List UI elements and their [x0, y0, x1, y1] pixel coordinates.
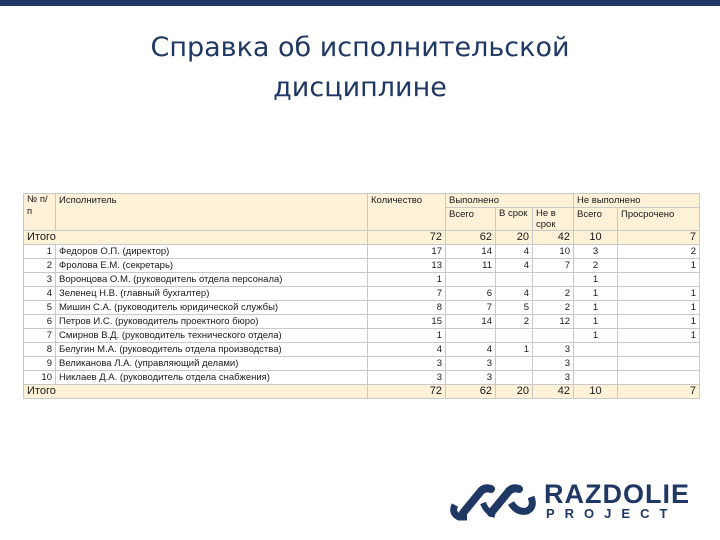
row-name: Смирнов В.Д. (руководитель технического отдела) — [56, 329, 368, 343]
row-notdone-overdue — [618, 357, 700, 371]
row-name: Зеленец Н.В. (главный бухгалтер) — [56, 287, 368, 301]
header-count: Количество — [368, 194, 446, 231]
row-done-ontime: 4 — [496, 287, 533, 301]
total-label: Итого — [24, 385, 368, 399]
row-count: 3 — [368, 371, 446, 385]
row-done-total: 6 — [446, 287, 496, 301]
row-count: 7 — [368, 287, 446, 301]
row-num: 3 — [24, 273, 56, 287]
row-num: 8 — [24, 343, 56, 357]
row-done-ontime — [496, 371, 533, 385]
row-notdone-overdue: 1 — [618, 259, 700, 273]
row-done-total: 3 — [446, 371, 496, 385]
total-notdone-total: 10 — [574, 385, 618, 399]
table-row — [24, 273, 700, 287]
total-row-bottom — [24, 385, 700, 399]
razdolie-logo-icon — [447, 481, 537, 521]
table-row — [24, 245, 700, 259]
row-done-late: 2 — [533, 287, 574, 301]
row-done-late: 2 — [533, 301, 574, 315]
header-done: Выполнено — [446, 194, 574, 208]
row-notdone-total: 2 — [574, 259, 618, 273]
row-num: 10 — [24, 371, 56, 385]
header-done-late: Не в срок — [533, 208, 574, 231]
row-done-total: 11 — [446, 259, 496, 273]
total-done-ontime: 20 — [496, 385, 533, 399]
row-notdone-total: 1 — [574, 329, 618, 343]
row-name: Никлаев Д.А. (руководитель отдела снабжения) — [56, 371, 368, 385]
header-num: № п/п — [24, 194, 56, 231]
table-row — [24, 315, 700, 329]
row-done-ontime — [496, 329, 533, 343]
row-done-ontime — [496, 273, 533, 287]
row-notdone-overdue: 1 — [618, 315, 700, 329]
row-notdone-overdue: 1 — [618, 287, 700, 301]
row-name: Воронцова О.М. (руководитель отдела персонала) — [56, 273, 368, 287]
table-row — [24, 259, 700, 273]
page-title — [0, 28, 720, 108]
row-count: 17 — [368, 245, 446, 259]
row-num: 9 — [24, 357, 56, 371]
header-done-total: Всего — [446, 208, 496, 231]
row-done-ontime: 4 — [496, 259, 533, 273]
row-notdone-total — [574, 371, 618, 385]
table-row — [24, 371, 700, 385]
row-done-late: 10 — [533, 245, 574, 259]
total-done-total: 62 — [446, 231, 496, 245]
row-count: 13 — [368, 259, 446, 273]
row-name: Мишин С.А. (руководитель юридической службы) — [56, 301, 368, 315]
row-done-ontime — [496, 357, 533, 371]
row-num: 2 — [24, 259, 56, 273]
total-count: 72 — [368, 231, 446, 245]
row-notdone-total: 1 — [574, 301, 618, 315]
row-done-total: 14 — [446, 315, 496, 329]
row-num: 7 — [24, 329, 56, 343]
row-done-late: 3 — [533, 343, 574, 357]
row-notdone-overdue — [618, 273, 700, 287]
row-count: 4 — [368, 343, 446, 357]
header-executor: Исполнитель — [56, 194, 368, 231]
total-done-late: 42 — [533, 231, 574, 245]
row-notdone-total — [574, 343, 618, 357]
row-done-total: 3 — [446, 357, 496, 371]
row-count: 1 — [368, 273, 446, 287]
row-done-ontime: 2 — [496, 315, 533, 329]
row-num: 1 — [24, 245, 56, 259]
header-notdone-overdue: Просрочено — [618, 208, 700, 231]
header-done-ontime: В срок — [496, 208, 533, 231]
row-name: Петров И.С. (руководитель проектного бюро) — [56, 315, 368, 329]
row-done-total — [446, 329, 496, 343]
company-logo — [447, 479, 707, 525]
total-row-top — [24, 231, 700, 245]
page-title-line-1: Справка об исполнительской — [150, 32, 570, 63]
row-count: 1 — [368, 329, 446, 343]
row-notdone-total: 1 — [574, 315, 618, 329]
logo-subtitle: PROJECT — [546, 506, 678, 521]
page-title-line-2: дисциплине — [273, 72, 447, 103]
row-done-late — [533, 273, 574, 287]
row-done-late: 3 — [533, 371, 574, 385]
total-count: 72 — [368, 385, 446, 399]
row-notdone-overdue: 1 — [618, 329, 700, 343]
header-notdone: Не выполнено — [574, 194, 700, 208]
total-label: Итого — [24, 231, 368, 245]
total-done-late: 42 — [533, 385, 574, 399]
table-row — [24, 357, 700, 371]
row-done-late — [533, 329, 574, 343]
row-notdone-overdue — [618, 343, 700, 357]
row-notdone-overdue: 2 — [618, 245, 700, 259]
row-num: 4 — [24, 287, 56, 301]
row-count: 8 — [368, 301, 446, 315]
total-done-ontime: 20 — [496, 231, 533, 245]
row-done-total: 14 — [446, 245, 496, 259]
logo-name: RAZDOLIE — [544, 479, 690, 509]
discipline-table — [23, 193, 700, 399]
row-notdone-total: 1 — [574, 287, 618, 301]
row-name: Белугин М.А. (руководитель отдела производства) — [56, 343, 368, 357]
table-row — [24, 343, 700, 357]
row-done-total: 7 — [446, 301, 496, 315]
top-accent-bar — [0, 0, 720, 6]
row-num: 6 — [24, 315, 56, 329]
row-done-ontime: 4 — [496, 245, 533, 259]
row-notdone-total — [574, 357, 618, 371]
row-notdone-overdue: 1 — [618, 301, 700, 315]
row-name: Фролова Е.М. (секретарь) — [56, 259, 368, 273]
total-done-total: 62 — [446, 385, 496, 399]
row-done-ontime: 5 — [496, 301, 533, 315]
row-notdone-total: 1 — [574, 273, 618, 287]
row-notdone-overdue — [618, 371, 700, 385]
row-done-total — [446, 273, 496, 287]
row-done-late: 12 — [533, 315, 574, 329]
row-num: 5 — [24, 301, 56, 315]
table-row — [24, 301, 700, 315]
table-row — [24, 287, 700, 301]
row-done-total: 4 — [446, 343, 496, 357]
total-notdone-overdue: 7 — [618, 231, 700, 245]
row-done-late: 3 — [533, 357, 574, 371]
row-count: 3 — [368, 357, 446, 371]
row-notdone-total: 3 — [574, 245, 618, 259]
row-done-ontime: 1 — [496, 343, 533, 357]
header-notdone-total: Всего — [574, 208, 618, 231]
row-count: 15 — [368, 315, 446, 329]
row-name: Федоров О.П. (директор) — [56, 245, 368, 259]
total-notdone-total: 10 — [574, 231, 618, 245]
table-row — [24, 329, 700, 343]
total-notdone-overdue: 7 — [618, 385, 700, 399]
table-header-row-1 — [24, 194, 700, 208]
row-done-late: 7 — [533, 259, 574, 273]
row-name: Великанова Л.А. (управляющий делами) — [56, 357, 368, 371]
